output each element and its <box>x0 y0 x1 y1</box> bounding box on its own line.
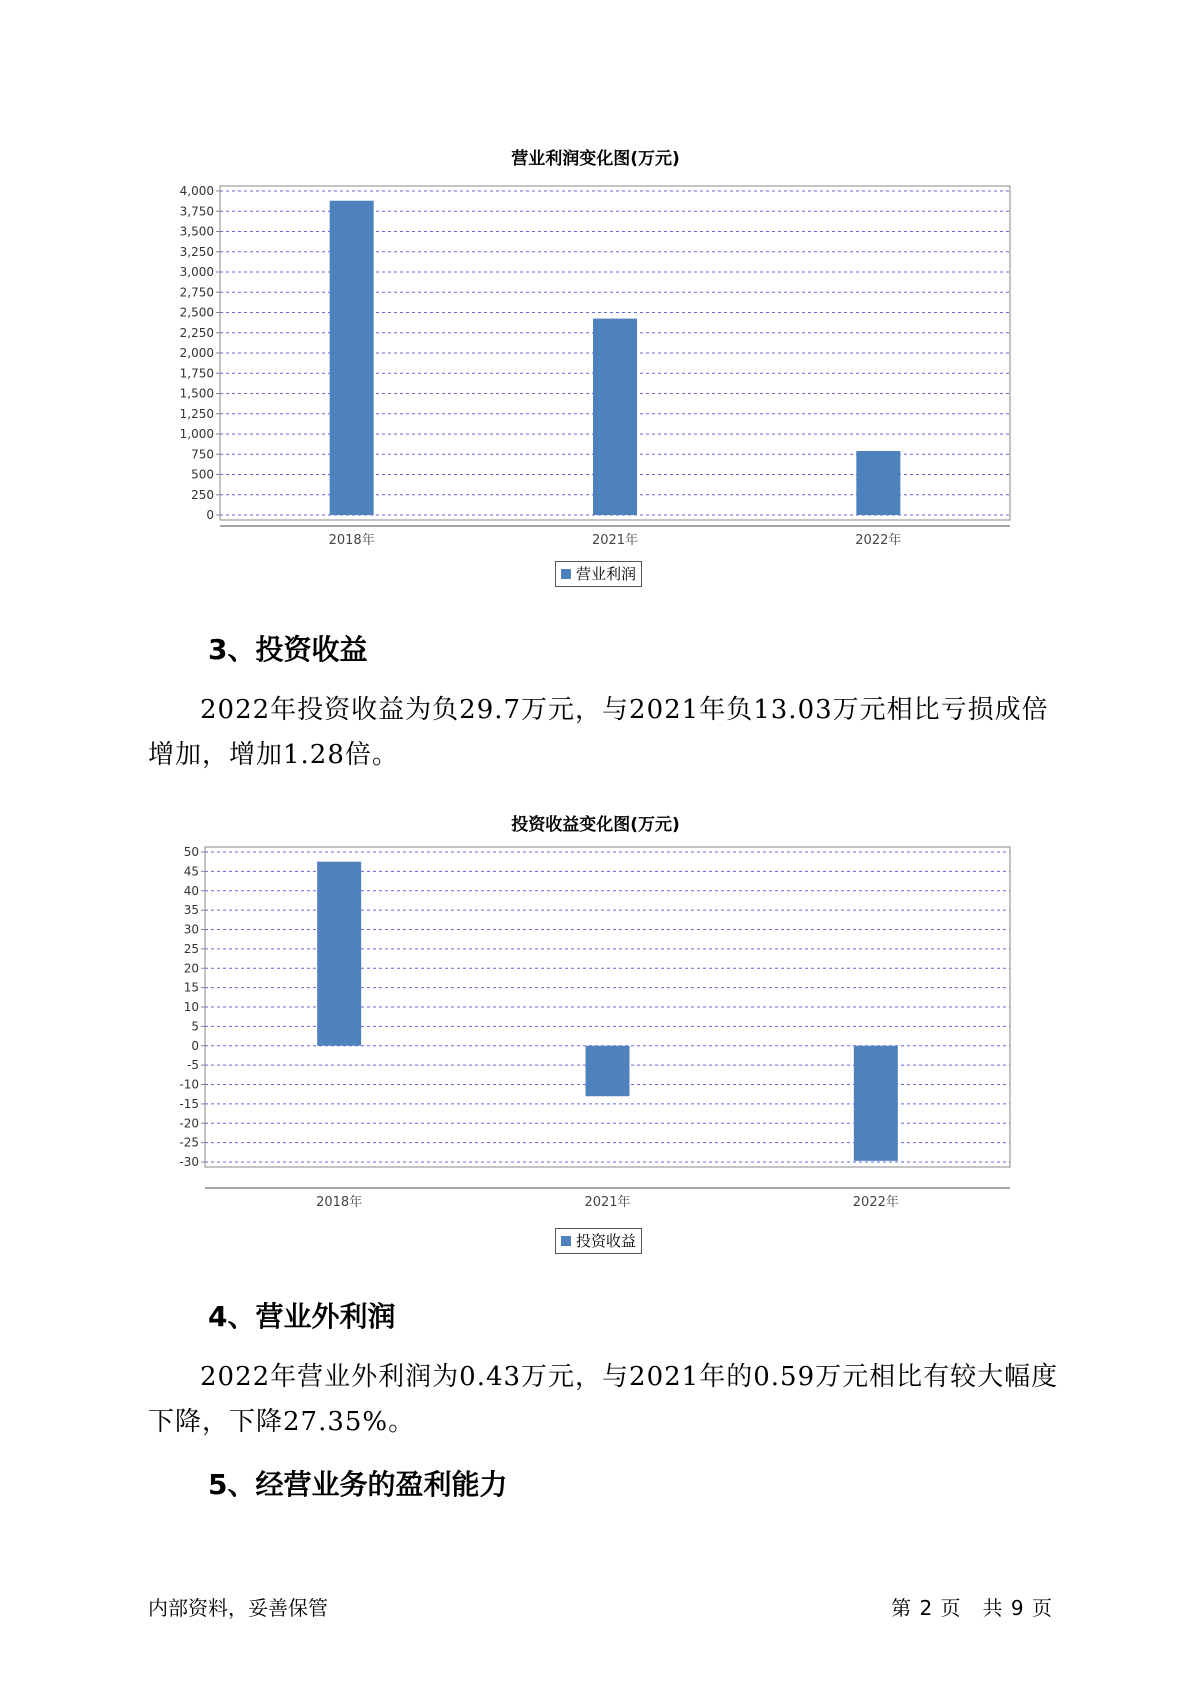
footer-left: 内部资料，妥善保管 <box>148 1596 328 1620</box>
y-tick-label: 3,750 <box>179 204 214 219</box>
y-tick-label: -30 <box>179 1155 199 1169</box>
x-tick-label: 2018年 <box>328 533 375 548</box>
y-tick-label: 40 <box>183 883 199 898</box>
y-tick-label: 4,000 <box>179 184 214 198</box>
y-tick-label: 750 <box>191 447 214 462</box>
section4-paragraph: 2022年营业外利润为0.43万元，与2021年的0.59万元相比有较大幅度下降，下降27.35%。 <box>148 1362 1059 1437</box>
bar-2021年 <box>593 319 637 515</box>
section3-paragraph: 2022年投资收益为负29.7万元，与2021年负13.03万元相比亏损成倍增加，增加1.28倍。 <box>148 695 1049 770</box>
chart1-legend-label: 营业利润 <box>576 565 637 583</box>
y-tick-label: 1,250 <box>179 406 214 421</box>
x-tick-label: 2021年 <box>584 1195 631 1208</box>
y-tick-label: 1,000 <box>179 427 214 441</box>
legend-swatch-icon <box>561 1236 571 1246</box>
footer-page-number: 第 2 页 共 9 页 <box>891 1596 1053 1620</box>
chart2-legend-label: 投资收益 <box>576 1232 637 1250</box>
y-tick-label: 1,750 <box>179 366 214 381</box>
y-tick-label: 2,500 <box>179 305 214 320</box>
y-tick-label: 1,500 <box>179 386 214 401</box>
x-tick-label: 2022年 <box>855 533 902 548</box>
chart2-title: 投资收益变化图(万元) <box>511 815 680 835</box>
y-tick-label: 3,250 <box>179 244 214 259</box>
bar-2022年 <box>856 451 900 515</box>
bar-2022年 <box>854 1046 898 1161</box>
y-tick-label: 0 <box>206 508 214 522</box>
section5-heading: 5、经营业务的盈利能力 <box>208 1468 508 1501</box>
x-tick-label: 2018年 <box>316 1195 363 1208</box>
y-tick-label: 50 <box>183 845 199 859</box>
x-tick-label: 2022年 <box>852 1195 899 1208</box>
chart1-title: 营业利润变化图(万元) <box>511 149 680 169</box>
y-tick-label: 45 <box>183 864 199 879</box>
y-tick-label: 2,000 <box>179 346 214 360</box>
investment-income-chart <box>0 838 1191 1208</box>
chart1-legend <box>555 561 642 587</box>
x-tick-label: 2021年 <box>591 533 639 548</box>
y-tick-label: 30 <box>183 922 199 937</box>
y-tick-label: -25 <box>179 1135 199 1150</box>
y-tick-label: 2,750 <box>179 285 214 300</box>
y-tick-label: 35 <box>183 903 199 918</box>
bar-2021年 <box>586 1046 630 1096</box>
bar-2018年 <box>317 862 361 1046</box>
legend-swatch-icon <box>561 569 571 579</box>
bar-2018年 <box>330 201 374 515</box>
y-tick-label: 250 <box>191 487 214 502</box>
y-tick-label: 500 <box>191 467 214 482</box>
y-tick-label: 3,000 <box>179 265 214 279</box>
y-tick-label: 2,250 <box>179 325 214 340</box>
y-tick-label: 20 <box>183 961 199 976</box>
y-tick-label: -20 <box>179 1116 199 1131</box>
section3-heading: 3、投资收益 <box>208 633 368 666</box>
y-tick-label: 5 <box>191 1019 199 1034</box>
section4-heading: 4、营业外利润 <box>208 1300 396 1333</box>
y-tick-label: -5 <box>187 1058 199 1073</box>
operating-profit-chart <box>0 170 1191 550</box>
y-tick-label: 3,500 <box>179 224 214 239</box>
y-tick-label: -15 <box>179 1096 199 1111</box>
y-tick-label: 15 <box>183 980 199 995</box>
y-tick-label: 25 <box>183 941 199 956</box>
y-tick-label: 0 <box>191 1038 199 1053</box>
chart2-legend <box>555 1228 642 1254</box>
y-tick-label: -10 <box>179 1077 199 1092</box>
y-tick-label: 10 <box>183 1000 199 1014</box>
